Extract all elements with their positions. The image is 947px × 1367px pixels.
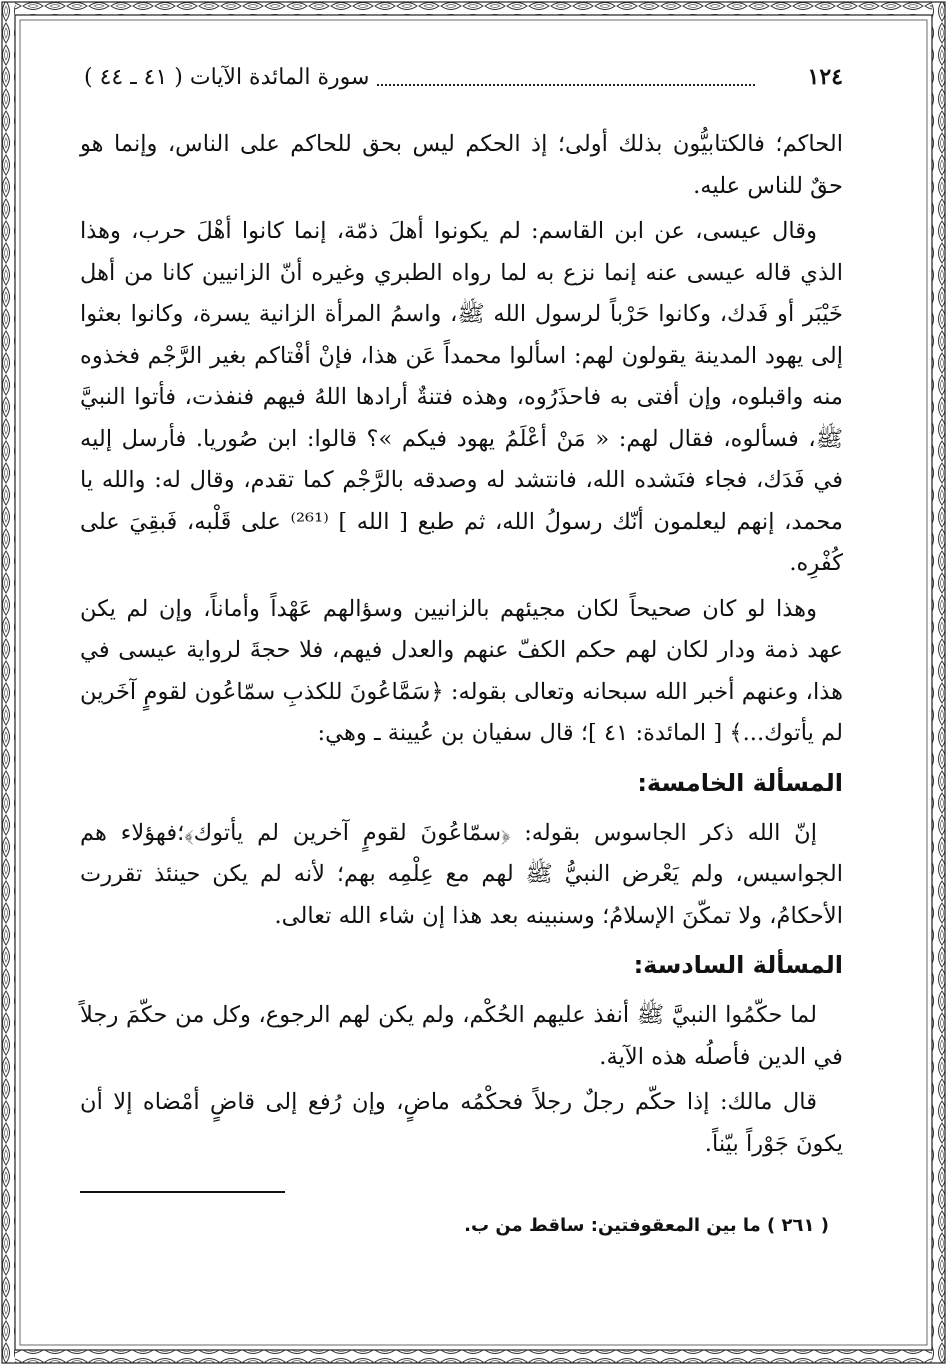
paragraph: وقال عيسى، عن ابن القاسم: لم يكونوا أهلَ ذمّة، إنما كانوا أهْلَ حرب، وهذا الذي قاله عيسى عنه إنما نزع به لما رواه الطبري وغيره أنّ الزانيين كانا من أهل خَيْبَر أو فَدك، وكانوا حَرْباً لرسول الله ﷺ، واسمُ المرأة الزانية يسرة، وكانوا بعثوا إلى يهود المدينة يقولون لهم: اسألوا محمداً عَن هذا، فإنْ أفْتاكم بغير الرَّجْم فخذوه منه واقبلوه، وإن أفتى به فاحذَرُوه، وهذه فتنةٌ أرادها اللهُ فيهم فنفذت، فأتوا النبيَّ ﷺ، فسألوه، فقال لهم: « مَنْ أعْلَمُ يهود فيكم »؟ قالوا: ابن صُوريا. فأرسل إليه في فَدَك، فجاء فنَشده الله، فانتشد له وصدقه بالرَّجْم كما تقدم، وقال له: والله يا محمد، إنهم ليعلمون أنّك رسولُ الله، ثم طبع [ الله ] ⁽²⁶¹⁾ على قَلْبه، فَبقِيَ على كُفْرِه. bbox=[80, 218, 843, 576]
paragraph: قال مالك: إذا حكّم رجلٌ رجلاً فحكْمُه ماضٍ، وإن رُفع إلى قاضٍ أمْضاه إلا أن يكونَ جَوْراً بيّناً. bbox=[80, 1089, 843, 1157]
running-header bbox=[80, 56, 843, 98]
page-number: ١٢٤ bbox=[807, 64, 843, 90]
footnote: ( ٢٦١ ) ما بين المعقوفتين: ساقط من ب. bbox=[464, 1215, 829, 1236]
paragraph: وهذا لو كان صحيحاً لكان مجيئهم بالزانيين وسؤالهم عَهْداً وأماناً، وإن لم يكن عهد ذمة ودار لكان لهم حكم الكفّ عنهم والعدل فيهم، فلا حجةَ لرواية عيسى في هذا، وعنهم أخبر الله سبحانه وتعالى بقوله: ﴿سَمَّاعُونَ للكذبِ سمّاعُون لقومٍ آخَرين لم يأتوك...﴾ [ المائدة: ٤١ ]؛ قال سفيان بن عُيينة ـ وهي: bbox=[80, 595, 843, 746]
header-dot-leader bbox=[377, 68, 755, 86]
header-title: سورة المائدة الآيات ( ٤١ ـ ٤٤ ) bbox=[84, 64, 370, 90]
page bbox=[80, 62, 843, 1342]
page-body bbox=[80, 124, 843, 1236]
footnote-separator bbox=[80, 1191, 285, 1193]
paragraph: الحاكم؛ فالكتابيُّون بذلك أولى؛ إذ الحكم ليس بحق للحاكم على الناس، وإنما هو حقٌ للناس عليه. bbox=[80, 131, 843, 199]
section-heading-5: المسألة الخامسة: bbox=[637, 768, 843, 797]
paragraph: إنّ الله ذكر الجاسوس بقوله: ﴿سمّاعُونَ لقومٍ آخرين لم يأتوك﴾؛فهؤلاء هم الجواسيس، ولم يَعْرض النبيُّ ﷺ لهم مع عِلْمِه بهم؛ لأنه لم يكن حينئذ تقررت الأحكامُ، ولا تمكّنَ الإسلامُ؛ وسنبينه بعد هذا إن شاء الله تعالى. bbox=[80, 819, 843, 929]
paragraph: لما حكّمُوا النبيَّ ﷺ أنفذ عليهم الحُكْم، ولم يكن لهم الرجوع، وكل من حكّمَ رجلاً في الدين فأصلُه هذه الآية. bbox=[80, 1002, 843, 1070]
section-heading-6: المسألة السادسة: bbox=[633, 951, 843, 979]
